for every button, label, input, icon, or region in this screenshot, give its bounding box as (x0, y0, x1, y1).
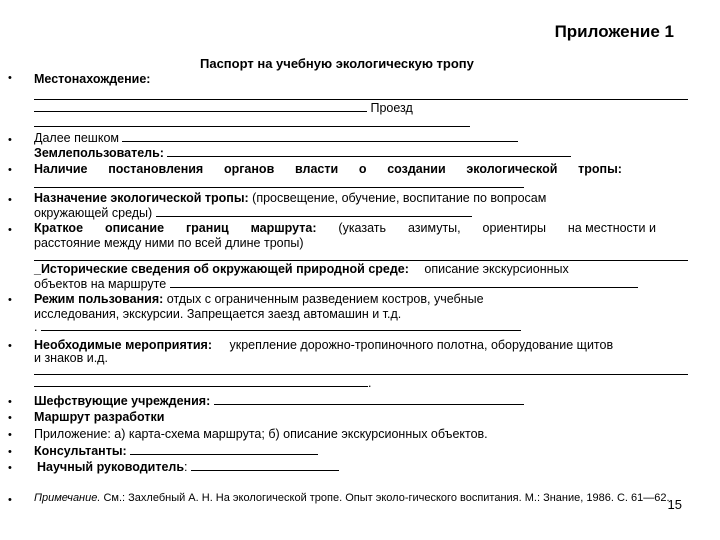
mode-dot: . (34, 320, 38, 334)
bullet: • (8, 396, 12, 408)
developer-label: Маршрут разработки (34, 410, 165, 424)
footnote (34, 492, 704, 505)
appendix-heading: Приложение 1 (554, 22, 674, 41)
location-blank (34, 99, 688, 100)
gov-decree-line (34, 162, 622, 177)
bullet: • (8, 446, 12, 458)
route-text-2: расстояние между ними по всей длине тропы) (34, 236, 304, 250)
measures-blank (34, 374, 688, 375)
word: создании (387, 162, 446, 176)
word: экологической (466, 162, 558, 176)
footnote-text: См.: Захлебный А. Н. На экологической тропе. Опыт эколо-гического воспитания. М.: Знание, 1986. С. 61—62. (103, 492, 670, 504)
bullet: • (8, 462, 12, 474)
history-label: _Исторические сведения об окружающей природной среде: (34, 262, 409, 276)
purpose-label: Назначение экологической тропы: (34, 191, 249, 205)
route-line (34, 221, 656, 236)
word: о (358, 162, 367, 176)
appendix-text: Приложение: а) карта-схема маршрута; б) описание экскурсионных объектов. (34, 427, 488, 441)
word: (указать (338, 221, 387, 235)
location-label: Местонахождение: (34, 72, 151, 86)
word: ориентиры (482, 221, 546, 235)
landuser-blank (167, 146, 571, 157)
passage-blank (34, 101, 367, 112)
bullet: • (8, 429, 12, 441)
bullet: • (8, 340, 12, 352)
history-text: описание экскурсионных (424, 262, 569, 276)
word: на местности и (567, 221, 656, 235)
mode-blank (41, 320, 521, 331)
supervisor-label: Научный руководитель (37, 460, 185, 474)
measures-blank-2 (34, 376, 368, 387)
measures-text: укрепление дорожно-тропиночного полотна, оборудование щитов (229, 338, 614, 352)
word: маршрута: (250, 221, 317, 235)
passage-blank-2 (34, 126, 470, 127)
bullet: • (8, 72, 12, 84)
supervisor-colon: : (184, 460, 188, 474)
history-blank (170, 277, 638, 288)
landuser-label: Землепользователь: (34, 146, 164, 160)
walk-blank (122, 131, 518, 142)
mode-label: Режим пользования: (34, 292, 164, 306)
bullet: • (8, 224, 12, 236)
bullet: • (8, 294, 12, 306)
measures-text-2: и знаков и.д. (34, 351, 108, 365)
word: Краткое (34, 221, 84, 235)
consultants-blank (130, 444, 318, 455)
mode-text: отдых с ограниченным разведением костров, учебные (166, 292, 484, 306)
word: границ (185, 221, 229, 235)
passport-title: Паспорт на учебную экологическую тропу (200, 56, 474, 71)
bullet: • (8, 194, 12, 206)
page-number: 15 (667, 497, 682, 512)
measures-end: . (368, 376, 372, 390)
route-blank (34, 260, 688, 261)
consultants-label: Консультанты: (34, 444, 127, 458)
mode-text-2: исследования, экскурсии. Запрещается заезд автомашин и т.д. (34, 307, 402, 321)
bullet: • (8, 164, 12, 176)
walk-text: Далее пешком (34, 131, 119, 145)
word: тропы: (578, 162, 622, 176)
word: Наличие (34, 162, 88, 176)
purpose-text-2: окружающей среды) (34, 206, 153, 220)
supervisor-blank (191, 460, 339, 471)
word: власти (294, 162, 339, 176)
passage-text: Проезд (370, 101, 413, 115)
history-text-2: объектов на маршруте (34, 277, 167, 291)
measures-label: Необходимые мероприятия: (34, 338, 212, 352)
word: постановления (108, 162, 204, 176)
purpose-text: (просвещение, обучение, воспитание по вопросам (252, 191, 547, 205)
patrons-label: Шефствующие учреждения: (34, 394, 211, 408)
bullet: • (8, 494, 12, 506)
bullet: • (8, 134, 12, 146)
word: азимуты, (407, 221, 461, 235)
word: описание (104, 221, 165, 235)
gov-decree-blank (34, 187, 524, 188)
bullet: • (8, 412, 12, 424)
purpose-blank (156, 206, 472, 217)
footnote-label: Примечание. (34, 492, 101, 504)
word: органов (223, 162, 275, 176)
patrons-blank (214, 394, 524, 405)
